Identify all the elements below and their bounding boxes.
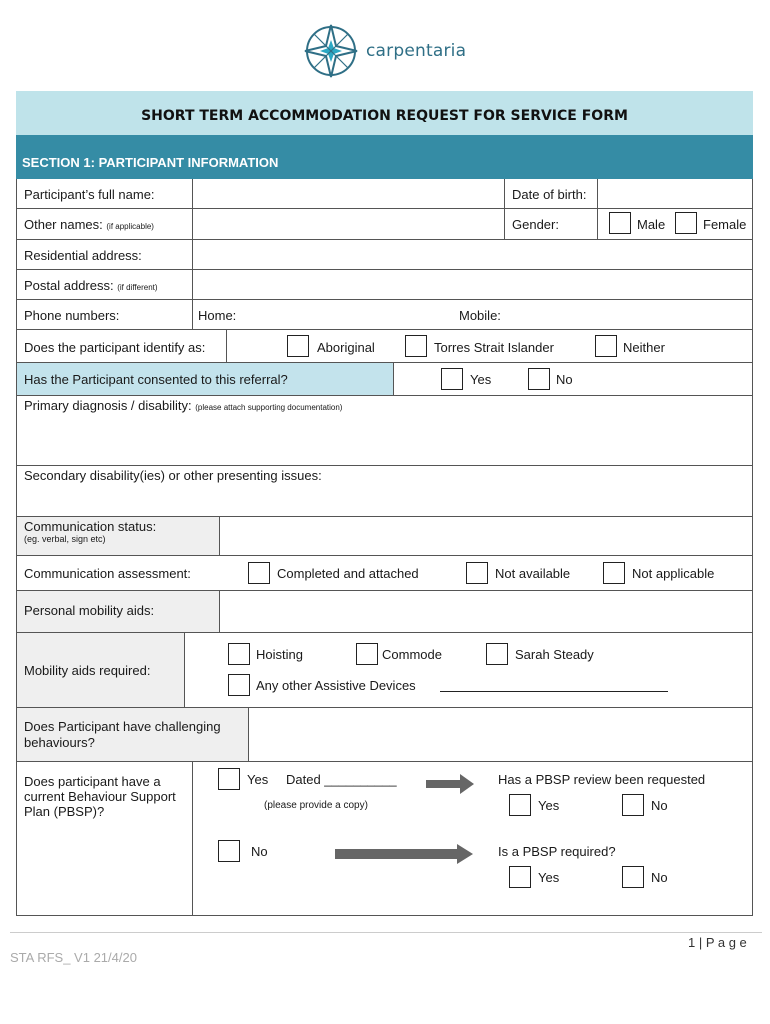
pbsp-required-no-checkbox[interactable]	[622, 866, 644, 888]
pbsp-dated-label[interactable]: Dated __________	[286, 772, 397, 787]
pbsp-copy-note: (please provide a copy)	[264, 800, 368, 811]
comm-assess-row	[16, 556, 753, 591]
brand-name: carpentaria	[366, 41, 467, 61]
postal-note: (if different)	[117, 283, 158, 292]
mobility-required-row	[16, 633, 753, 708]
challenging-row	[16, 708, 753, 762]
phone-label: Phone numbers:	[24, 308, 120, 323]
tsi-checkbox[interactable]	[405, 335, 427, 357]
pbsp-row	[16, 762, 753, 916]
other-names-field[interactable]	[193, 209, 504, 239]
dob-label: Date of birth:	[512, 187, 587, 202]
mobility-aids-row	[16, 591, 753, 633]
other-names-note: (if applicable)	[106, 222, 154, 231]
pbsp-yes-checkbox[interactable]	[218, 768, 240, 790]
consent-no-label: No	[556, 372, 573, 387]
dob-field[interactable]	[598, 179, 752, 208]
other-devices-line[interactable]	[440, 691, 668, 692]
pbsp-review-question: Has a PBSP review been requested	[498, 772, 706, 787]
consent-yes-checkbox[interactable]	[441, 368, 463, 390]
comm-assess-label: Communication assessment:	[24, 566, 191, 581]
full-name-row	[16, 179, 753, 209]
neither-checkbox[interactable]	[595, 335, 617, 357]
pbsp-label-1: Does participant have a	[24, 774, 161, 789]
other-names-label: Other names: (if applicable)	[24, 217, 154, 232]
full-name-label: Participant’s full name:	[24, 187, 155, 202]
secondary-label: Secondary disability(ies) or other presenting issues:	[24, 468, 322, 483]
secondary-row[interactable]	[16, 466, 753, 517]
neither-label: Neither	[623, 340, 665, 355]
pbsp-required-question: Is a PBSP required?	[498, 844, 616, 859]
primary-label: Primary diagnosis / disability: (please attach supporting documentation)	[24, 398, 343, 413]
identify-label: Does the participant identify as:	[24, 340, 206, 355]
page-number: 1 | P a g e	[688, 935, 747, 950]
hoisting-checkbox[interactable]	[228, 643, 250, 665]
gender-label: Gender:	[512, 217, 559, 232]
compass-star-icon	[302, 22, 360, 80]
commode-label: Commode	[382, 647, 442, 662]
arrow-right-long-icon	[335, 844, 473, 864]
comm-not-applicable-label: Not applicable	[632, 566, 715, 581]
phone-home-field[interactable]	[242, 300, 452, 329]
primary-note: (please attach supporting documentation)	[195, 403, 343, 412]
consent-label: Has the Participant consented to this referral?	[24, 372, 288, 387]
commode-checkbox[interactable]	[356, 643, 378, 665]
postal-label: Postal address: (if different)	[24, 278, 158, 293]
consent-yes-label: Yes	[470, 372, 492, 387]
phone-mobile-field[interactable]	[509, 300, 752, 329]
residential-field[interactable]	[193, 240, 752, 269]
pbsp-review-yes-checkbox[interactable]	[509, 794, 531, 816]
gender-male-label: Male	[637, 217, 666, 232]
pbsp-required-yes-label: Yes	[538, 870, 560, 885]
gender-male-checkbox[interactable]	[609, 212, 631, 234]
postal-row	[16, 270, 753, 300]
pbsp-yes-label: Yes	[247, 772, 269, 787]
other-names-row	[16, 209, 753, 240]
section-header: SECTION 1: PARTICIPANT INFORMATION	[16, 135, 753, 179]
other-devices-checkbox[interactable]	[228, 674, 250, 696]
arrow-right-icon	[426, 774, 474, 794]
pbsp-review-no-label: No	[651, 798, 668, 813]
consent-row	[16, 363, 753, 396]
version-label: STA RFS_ V1 21/4/20	[10, 950, 137, 965]
challenging-label-1: Does Participant have challenging	[24, 719, 221, 734]
mobility-aids-field[interactable]	[220, 591, 752, 632]
comm-not-available-label: Not available	[495, 566, 571, 581]
challenging-field[interactable]	[249, 708, 752, 761]
pbsp-required-no-label: No	[651, 870, 668, 885]
residential-label: Residential address:	[24, 248, 142, 263]
aboriginal-checkbox[interactable]	[287, 335, 309, 357]
pbsp-review-no-checkbox[interactable]	[622, 794, 644, 816]
sarah-steady-checkbox[interactable]	[486, 643, 508, 665]
other-devices-label: Any other Assistive Devices	[256, 678, 416, 693]
pbsp-no-checkbox[interactable]	[218, 840, 240, 862]
gender-female-checkbox[interactable]	[675, 212, 697, 234]
full-name-field[interactable]	[193, 179, 504, 208]
form-title: SHORT TERM ACCOMMODATION REQUEST FOR SERVICE FORM	[16, 91, 753, 135]
postal-field[interactable]	[193, 270, 752, 299]
comm-status-row	[16, 517, 753, 556]
challenging-label-2: behaviours?	[24, 735, 95, 750]
pbsp-no-label: No	[251, 844, 268, 859]
hoisting-label: Hoisting	[256, 647, 303, 662]
pbsp-review-yes-label: Yes	[538, 798, 560, 813]
comm-status-note: (eg. verbal, sign etc)	[24, 534, 106, 544]
phone-row	[16, 300, 753, 330]
comm-status-label: Communication status:	[24, 519, 157, 534]
request-form	[16, 91, 753, 916]
comm-status-field[interactable]	[220, 517, 752, 555]
comm-not-available-checkbox[interactable]	[466, 562, 488, 584]
comm-completed-checkbox[interactable]	[248, 562, 270, 584]
comm-completed-label: Completed and attached	[277, 566, 419, 581]
residential-row	[16, 240, 753, 270]
pbsp-label-3: Plan (PBSP)?	[24, 804, 105, 819]
mobility-required-label: Mobility aids required:	[24, 663, 151, 678]
comm-not-applicable-checkbox[interactable]	[603, 562, 625, 584]
phone-mobile-label: Mobile:	[459, 308, 501, 323]
primary-row[interactable]	[16, 396, 753, 466]
sarah-steady-label: Sarah Steady	[515, 647, 594, 662]
consent-no-checkbox[interactable]	[528, 368, 550, 390]
pbsp-label-2: current Behaviour Support	[24, 789, 176, 804]
carpentaria-logo	[302, 22, 466, 80]
aboriginal-label: Aboriginal	[317, 340, 375, 355]
mobility-aids-label: Personal mobility aids:	[24, 603, 155, 618]
phone-home-label: Home:	[198, 308, 237, 323]
tsi-label: Torres Strait Islander	[434, 340, 554, 355]
identify-row	[16, 330, 753, 363]
gender-female-label: Female	[703, 217, 747, 232]
footer-divider	[10, 932, 762, 933]
pbsp-required-yes-checkbox[interactable]	[509, 866, 531, 888]
